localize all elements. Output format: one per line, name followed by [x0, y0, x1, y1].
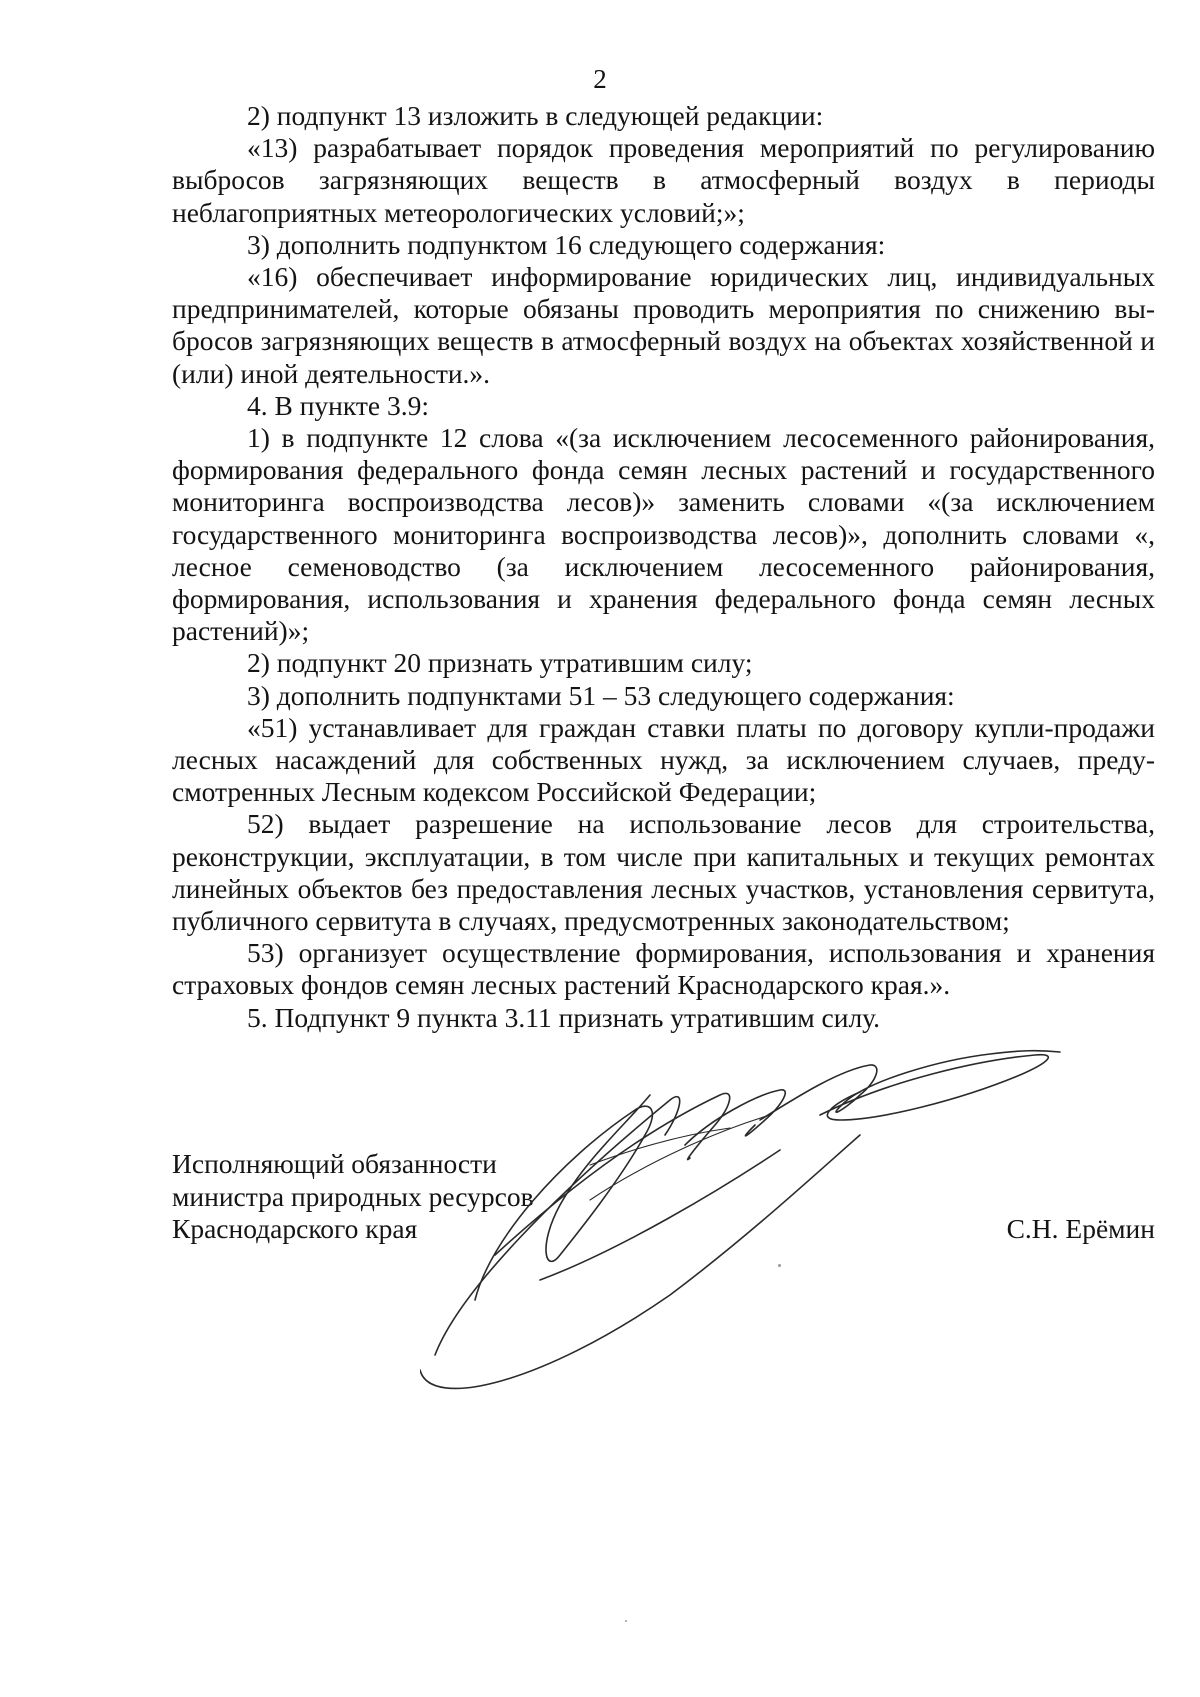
paragraph: 4. В пункте 3.9:	[247, 389, 430, 421]
paragraph: 53) организует осуществление формирования, использования и хранения страховых фондов семян лесных растений Краснодарского края.».	[172, 937, 1155, 1001]
paragraph: 3) дополнить подпунктами 51 – 53 следующего содержания:	[247, 679, 955, 711]
signatory-title-line: министра природных ресурсов	[172, 1180, 534, 1212]
paragraph: 3) дополнить подпунктом 16 следующего содержания:	[247, 228, 886, 260]
signatory-title-line: Краснодарского края	[172, 1213, 418, 1244]
document-body	[172, 100, 1155, 1034]
paragraph: 2) подпункт 13 изложить в следующей редакции:	[247, 100, 824, 131]
page-number: 2	[593, 64, 607, 94]
paragraph: 1) в подпункте 12 слова «(за исключением лесосеменного районирования, формирования федерального фонда семян лесных растений и государственного мониторинга воспроизводства лесов)» заменить словами «(за исключением государственного мониторинга воспроизводства лесов)», дополнить словами «, лесное семеноводство (за исключением лесосеменного районирования, формирования, использования и хранения федерального фонда семян лесных растений)»;	[172, 422, 1155, 647]
paragraph: 52) выдает разрешение на использование лесов для строительства, реконструкции, эксплуатации, в том числе при капитальных и текущих ремонтах линейных объектов без предоставления лесных участков, установления сервитута, публичного сервитута в случаях, предусмотренных законодательством;	[172, 808, 1155, 937]
signatory-title-line: Исполняющий обязанности	[172, 1148, 497, 1179]
signatory-title	[172, 1148, 534, 1246]
paragraph: «13) разрабатывает порядок проведения мероприятий по регулированию выбросов загрязняющих веществ в атмосферный воздух в периоды неблагоприятных метеорологических условий;»;	[172, 132, 1155, 228]
paragraph: «16) обеспечивает информирование юридических лиц, индивидуальных предпринимателей, которые обязаны проводить мероприятия по снижению выбросов загрязняющих веществ в атмосферный воздух на объектах хозяйственной и (или) иной деятельности.».	[172, 261, 1155, 389]
paragraph: «51) устанавливает для граждан ставки платы по договору купли-продажи лесных насаждений для собственных нужд, за исключением случаев, предусмотренных Лесным кодексом Российской Федерации;	[172, 711, 1155, 808]
scan-speck	[625, 1620, 627, 1622]
paragraph: 5. Подпункт 9 пункта 3.11 признать утратившим силу.	[247, 1001, 881, 1033]
paragraph: 2) подпункт 20 признать утратившим силу;	[247, 647, 753, 679]
scan-speck	[778, 1264, 781, 1267]
signatory-name: С.Н. Ерёмин	[1006, 1213, 1155, 1244]
